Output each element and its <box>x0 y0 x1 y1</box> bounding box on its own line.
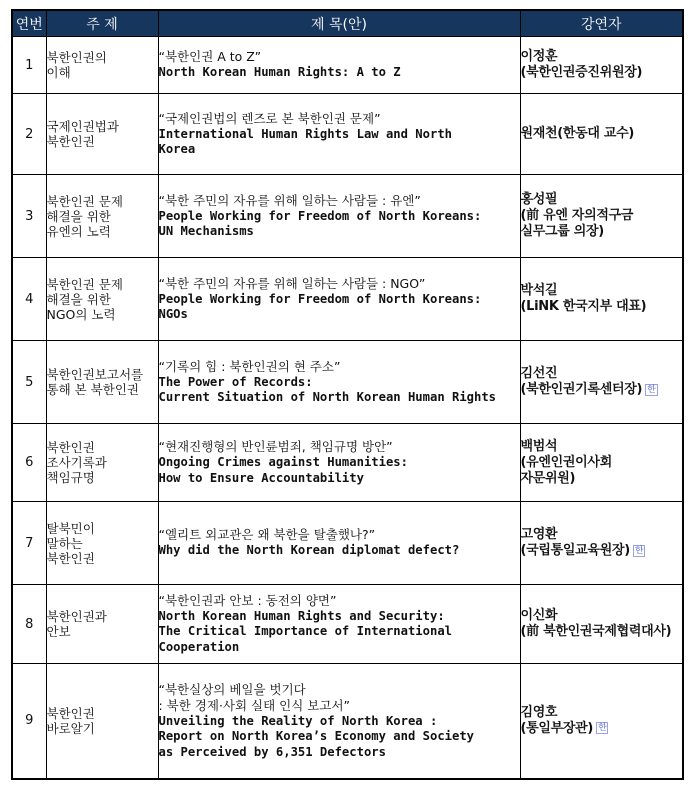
row-title <box>158 94 520 175</box>
row-title <box>158 175 520 258</box>
table-row <box>12 175 683 258</box>
title-korean: “북한인권과 안보 : 동전의 양면” <box>158 592 337 608</box>
row-number: 1 <box>12 37 46 94</box>
row-title <box>158 424 520 502</box>
table-row <box>12 502 683 585</box>
row-title <box>158 664 520 779</box>
title-english: International Human Rights Law and North Korea <box>158 126 452 156</box>
row-topic: 탈북민이 말하는 북한인권 <box>46 502 158 585</box>
row-number: 3 <box>12 175 46 258</box>
row-lecturer <box>520 664 683 779</box>
row-number: 7 <box>12 502 46 585</box>
title-english: People Working for Freedom of North Koreans: NGOs <box>158 291 482 321</box>
title-english: North Korean Human Rights: A to Z <box>158 65 401 80</box>
title-english: Unveiling the Reality of North Korea : Report on North Korea’s Economy and Society as Perceived by 6,351 Defectors <box>158 713 475 759</box>
row-lecturer <box>520 424 683 502</box>
title-english: Why did the North Korean diplomat defect? <box>158 543 460 558</box>
lecturer-name: 홍성필 (前 유엔 자의적구금 실무그룹 의장) <box>520 192 634 239</box>
title-korean: “북한실상의 베일을 벗기다 : 북한 경제·사회 실태 인식 보고서” <box>158 681 351 713</box>
table-row <box>12 37 683 94</box>
row-title <box>158 37 520 94</box>
hanja-marker-icon: 한 <box>647 384 656 395</box>
lecture-schedule-table <box>11 9 684 780</box>
table-row <box>12 341 683 424</box>
header-title: 제 목(안) <box>158 10 520 37</box>
lecturer-name: 박석길 (LiNK 한국지부 대표) <box>520 283 647 314</box>
lecturer-name: 김영호 (통일부장관) <box>520 704 594 736</box>
title-korean: “북한 주민의 자유를 위해 일하는 사람들 : 유엔” <box>158 192 421 208</box>
row-number: 2 <box>12 94 46 175</box>
row-topic: 북한인권보고서를 통해 본 북한인권 <box>46 341 158 424</box>
title-korean: “현재진행형의 반인륜범죄, 책임규명 방안” <box>158 439 393 454</box>
title-korean: “기록의 힘 : 북한인권의 현 주소” <box>158 358 341 374</box>
title-korean: “북한인권 A to Z” <box>158 49 262 65</box>
lecturer-name: 이신화 (前 북한인권국제협력대사) <box>520 608 672 639</box>
row-lecturer <box>520 502 683 585</box>
row-title <box>158 341 520 424</box>
row-lecturer <box>520 94 683 175</box>
row-title <box>158 502 520 585</box>
row-lecturer <box>520 258 683 341</box>
header-no: 연번 <box>12 10 46 37</box>
table-row <box>12 664 683 779</box>
title-english: People Working for Freedom of North Koreans: UN Mechanisms <box>158 208 482 238</box>
row-number: 5 <box>12 341 46 424</box>
table-row <box>12 424 683 502</box>
row-title <box>158 258 520 341</box>
hanja-marker-icon: 한 <box>598 723 607 734</box>
header-lecturer: 강연자 <box>520 10 683 37</box>
table-row <box>12 94 683 175</box>
row-lecturer <box>520 341 683 424</box>
row-topic: 북한인권 문제 해결을 위한 유엔의 노력 <box>46 175 158 258</box>
table-row <box>12 585 683 664</box>
row-topic: 국제인권법과 북한인권 <box>46 94 158 175</box>
row-topic: 북한인권의 이해 <box>46 37 158 94</box>
title-english: The Power of Records: Current Situation of North Korean Human Rights <box>158 374 497 404</box>
row-lecturer <box>520 585 683 664</box>
row-topic: 북한인권과 안보 <box>46 585 158 664</box>
row-topic: 북한인권 조사기록과 책임규명 <box>46 424 158 502</box>
row-number: 9 <box>12 664 46 779</box>
title-korean: “북한 주민의 자유를 위해 일하는 사람들 : NGO” <box>158 275 426 291</box>
row-lecturer <box>520 175 683 258</box>
hanja-marker-icon: 한 <box>634 545 644 556</box>
row-number: 6 <box>12 424 46 502</box>
table-row <box>12 258 683 341</box>
title-english: North Korean Human Rights and Security: The Critical Importance of International Cooperation <box>158 608 452 654</box>
row-title <box>158 585 520 664</box>
lecturer-name: 원재천(한동대 교수) <box>520 126 635 141</box>
row-number: 8 <box>12 585 46 664</box>
title-english: Ongoing Crimes against Humanities: How to Ensure Accountability <box>158 455 408 485</box>
header-row <box>12 10 683 37</box>
lecturer-name: 백범석 (유엔인권이사회 자문위원) <box>520 438 612 486</box>
lecturer-name: 고영환 (국립통일교육원장) <box>520 527 630 558</box>
title-korean: “국제인권법의 렌즈로 본 북한인권 문제” <box>158 110 381 126</box>
row-lecturer <box>520 37 683 94</box>
header-topic: 주 제 <box>46 10 158 37</box>
lecturer-name: 김선진 (북한인권기록센터장) <box>520 366 643 397</box>
lecturer-name: 이정훈 (북한인권증진위원장) <box>520 49 643 80</box>
row-topic: 북한인권 문제 해결을 위한 NGO의 노력 <box>46 258 158 341</box>
row-number: 4 <box>12 258 46 341</box>
row-topic: 북한인권 바로알기 <box>46 664 158 779</box>
title-korean: “엘리트 외교관은 왜 북한을 탈출했나?” <box>158 527 376 543</box>
